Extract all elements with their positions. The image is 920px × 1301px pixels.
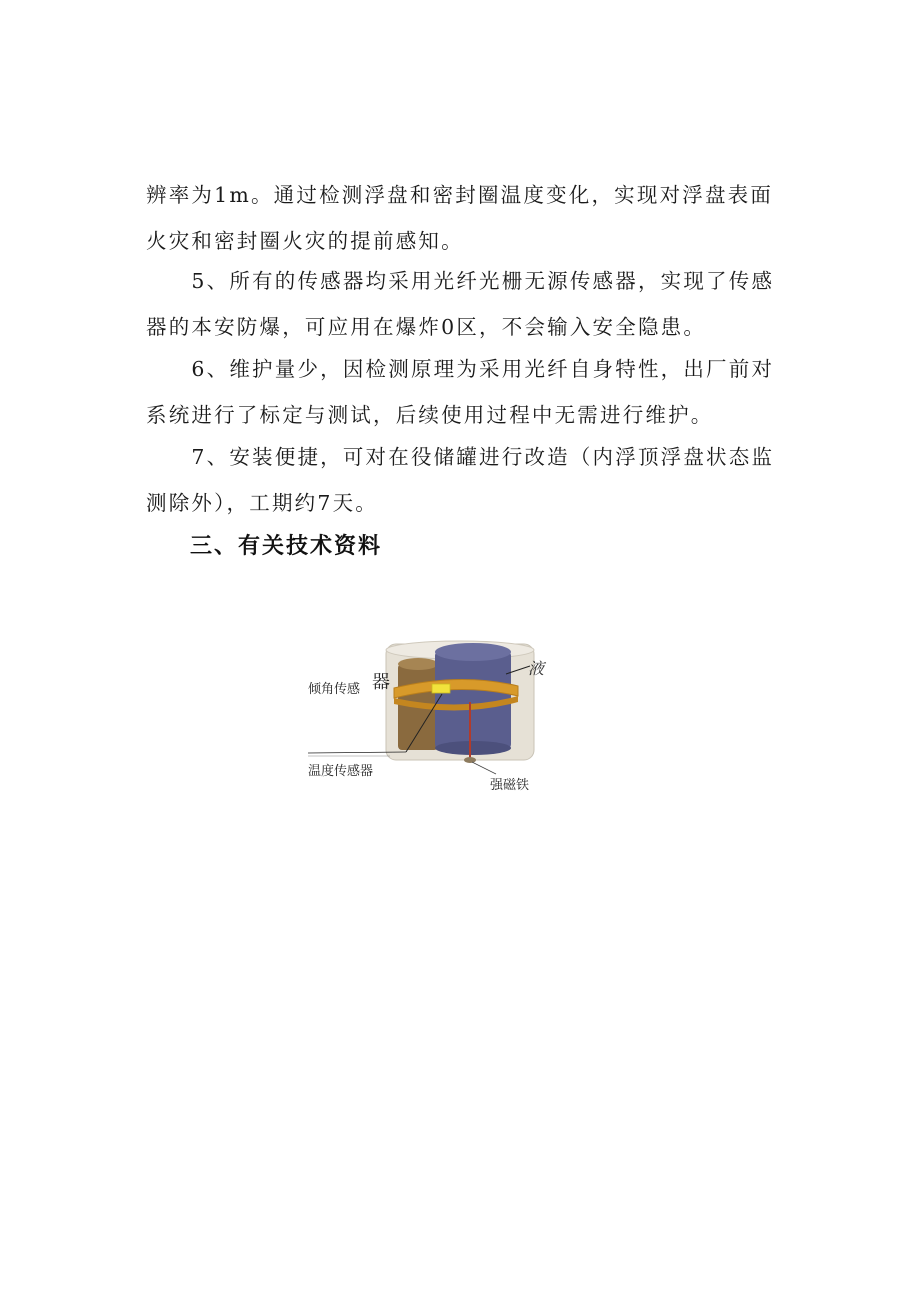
paragraph-line: 器的本安防爆，可应用在爆炸0区，不会输入安全隐患。 [146, 315, 707, 339]
tilt-sensor-chip [432, 684, 450, 693]
temperature-sensor-label: 温度传感器 [308, 764, 374, 779]
float-cylinder-bottom [435, 741, 511, 755]
float-cylinder [435, 650, 511, 750]
section-heading: 三、有关技术资料 [190, 534, 383, 559]
paragraph-line: 测除外），工期约7天。 [146, 491, 378, 515]
magnet-leader-line [472, 762, 496, 774]
sensor-diagram-figure [300, 636, 560, 796]
paragraph-item-7 [146, 434, 786, 526]
paragraph-resolution [146, 172, 786, 264]
tilt-sensor-label-tail: 器 [372, 672, 390, 693]
paragraph-line: 7、安装便捷，可对在役储罐进行改造（内浮顶浮盘状态监 [146, 445, 775, 469]
paragraph-item-6 [146, 346, 786, 438]
paragraph-line: 系统进行了标定与测试，后续使用过程中无需进行维护。 [146, 403, 714, 427]
liquid-label: 液 [528, 659, 545, 678]
paragraph-line: 6、维护量少，因检测原理为采用光纤自身特性，出厂前对 [146, 357, 775, 381]
paragraph-line: 辨率为1m。通过检测浮盘和密封圈温度变化，实现对浮盘表面 [146, 183, 774, 207]
float-cylinder-top [435, 643, 511, 661]
paragraph-item-5 [146, 258, 786, 350]
left-block-top [398, 658, 438, 670]
magnet-label: 强磁铁 [490, 778, 530, 793]
tilt-sensor-label: 倾角传感 [308, 682, 361, 697]
paragraph-line: 5、所有的传感器均采用光纤光栅无源传感器，实现了传感 [146, 269, 775, 293]
magnet-shape [464, 757, 476, 763]
paragraph-line: 火灾和密封圈火灾的提前感知。 [146, 229, 464, 253]
